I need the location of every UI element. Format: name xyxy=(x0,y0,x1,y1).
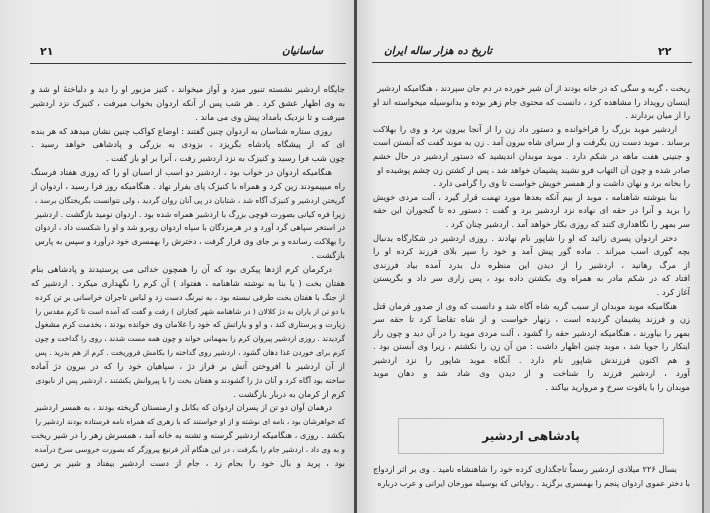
text-line: بکشد . روزی ، هنگامیکه اردشیر گرسنه و تشنه به خانه آمد ، همسرش زهر را در شیر ریخت xyxy=(31,430,345,441)
text-line: را برید و آنرا در حقه ای نهاده نزد اردشیر برد و گفت : دستور ده تا گنجوران این حقه xyxy=(373,205,690,216)
text-line: اینسان رویداد را مشاهده کرد ، دانست که محتوی جام زهر بوده و بدانوسیله میخواسته اند او xyxy=(373,96,690,107)
right-running-head: تاریخ ده هزار ساله ایران xyxy=(384,45,493,57)
section-heading: پادشاهی اردشیر xyxy=(482,429,580,443)
text-line: و جنینی هفت ماهه در شکم دارد . موبد موبدان اندیشید که دستور اردشیر در حال خشم xyxy=(373,150,690,161)
text-line: صادر شده و چون آن التهاب فرو نشیند پشیمان خواهد شد ، پس از کشتن زن چشم پوشیده او xyxy=(377,164,690,175)
text-line: از مرگ رهانید ، اردشیر را از دیدن این منظره دل بدرد آمده بیاد فرزندی xyxy=(373,259,690,270)
text-line: موبدان را با یاقوت سرخ و مروارید بیاکند . xyxy=(545,382,690,393)
section-heading-box xyxy=(398,418,664,454)
text-line: و هم اکنون فرزندش شاپور نام دارد . آنگاه موبد شاپور را نزد اردشیر xyxy=(373,354,690,365)
right-page-number: ۲۲ xyxy=(658,45,672,58)
text-line: که خواهرشان بود ، نامه ای نوشته و از او خواستند که با زهری که همراه نامه فرستاده بودند اردشیر را xyxy=(35,417,345,427)
text-line: درکرمان کرم اژدها پیکری بود که آن را همچون خدائی می پرستیدند و پادشاهی بنام xyxy=(31,263,332,274)
text-line: بچه گوری اسب میراند . ماده گور پیش آمد و خود را سپر بلای فرزند کرده او را xyxy=(373,246,690,257)
text-line: روزی ستاره شناسان به اردوان چنین گفتند : اوضاع کواکب چنین نشان میدهد که هر بنده xyxy=(31,125,332,136)
right-page-text xyxy=(372,82,690,395)
text-line: را بخانه برد و نهان داشت و از همسر خویش خواست تا وی را گرامی دارد . xyxy=(433,178,690,189)
text-line: را از میان بردارند . xyxy=(625,110,690,121)
text-line: بازگشت . xyxy=(311,250,345,261)
text-line: از آن اردشیر با افروختن آتش بر فراز دژ ، سپاهیان خود را که در بیرون دژ آماده xyxy=(31,360,345,371)
text-line: هنگامیکه موبد موبدان از سبب گریه شاه آگاه شد و دانست که وی از صدور فرمان قتل xyxy=(373,300,677,311)
text-line: جایگاه اردشیر نشسته تنبور میزد و آواز میخواند ، کنیز مزبور او را دید و دلباختهٔ او شد و xyxy=(31,84,345,94)
text-line: به وی اظهار عشق کرد . هر شب پس از آنکه اردوان بخواب میرفت ، کنیزک نزد اردشیر xyxy=(31,97,345,108)
text-line: با دو تن از یاران به دژ کلالان ( در شاهنامه شهر کجاران ) رفت و گفت که آمده است تا کرم مقدس را xyxy=(35,306,345,316)
text-line: برساند . موبد دست زن بگرفت و از سرای شاه بیرون آمد . زن به موبد گفت که آبستن است xyxy=(373,137,690,148)
left-header-rule xyxy=(30,63,346,64)
text-line: هنگامیکه اردوان در خواب بود ، اردشیر دو اسب از اسبان او را که روزی هفتاد فرسنگ xyxy=(31,167,332,178)
right-header-rule xyxy=(372,62,692,63)
text-line: کرم از کرمان به دربار بازگشت . xyxy=(233,388,345,399)
text-line: کرم برای خوردن غذا دهان گشود ، اردشیر روی گداخته را بکامش فروریخت . کرم از هم بدرید . پس xyxy=(35,348,345,358)
text-line: زیارت و پرستاری کند ، و او و یارانش که خود را غلامان وی خوانده بودند ، بخدمت کرم مشغول xyxy=(34,320,345,330)
text-line: ای که از پیشگاه پادشاه بگریزد ، بزودی به بزرگی و پادشاهی خواهد رسید . xyxy=(31,139,345,150)
text-line: اردشیر موبد بزرگ را فراخوانده و دستور داد زن را از آنجا بیرون برد و وی را بهلاکت xyxy=(373,123,677,134)
text-line: زیرا فره کیانی بصورت قوچی بزرگ با اردشیر همراه شده بود . اردوان نومید بازگشت . اردشیر xyxy=(35,209,345,219)
scan-margin xyxy=(704,0,710,513)
text-line: را بهلاکت رسانده و بر جای وی قرار گرفت ، دخترش را بهمسری خود درآورد و سپس به پارس xyxy=(34,237,345,247)
text-line: در استخر سپاهی گرد آورد و در هرمزدگان با سپاه اردوان روبرو شد و او را شکست داد ، اردوان xyxy=(35,223,345,233)
text-line: و به وی داد ، اردشیر جام را بگرفت ، در این هنگام آذر فرنبغ پیروزگر که بصورت خروسی سرخ درآمده xyxy=(34,444,345,454)
left-page-number: ۲۱ xyxy=(40,45,54,58)
text-line: آغاز کرد . xyxy=(656,286,690,297)
text-line: زن و فرزند پشیمان گردیده است ، زنهار خواست و از شاه تقاضا کرد تا حقه سر xyxy=(373,314,690,325)
text-line: ساخته بود آگاه کرد و آنان دژ را گشودند و هفتان بخت را با پیروانش بکشتند ، اردشیر پس از نابودی xyxy=(35,375,345,385)
text-line: از جنگ با هفتان بخت طرفی نبسته بود ، به نیرنگ دست زد و لباس تاجران خراسانی بر تن کرده xyxy=(35,292,345,302)
left-running-head: ساسانیان xyxy=(282,45,323,57)
text-line: گردیدند . روزی اردشیر پیروان کرم را بمهمانی خواند و چون همه مست شدند ، روی را گداخت و چون xyxy=(35,334,345,344)
text-line: بود ، پرید و بال خود را بجام زد ، جام از دست اردشیر بیفتاد و شیر بر زمین xyxy=(31,457,345,468)
text-line: بنا بنوشته شاهنامه ، موبد از بیم آنکه بعدها مورد تهمت قرار گیرد ، آلت مردی خویش xyxy=(373,191,677,202)
text-line: بمهر را بیاورند ، هنگامیکه اردشیر حقه را گشود ، آلت مردی موبد را در آن دید و چون راز xyxy=(373,327,690,338)
text-line: سر بمهر را نگاهداری کنند که روزی بکار خواهد آمد . اردشیر چنان کرد . xyxy=(445,218,690,229)
text-line: دختر اردوان پسری زائید که او را شاپور نام نهادند . روزی اردشیر در شکارگاه بدنبال xyxy=(373,232,677,243)
book-gutter xyxy=(354,0,357,513)
text-line: هفتان بخت ( یا بنا به نوشته شاهنامه ، هفتواد ) آن کرم را نگهداری میکرد . اردشیر که xyxy=(31,277,345,288)
text-line: افتاد که در شکم مادر به همراه وی بکشتن داده بود ، پس زاری سر داد و بگریستن xyxy=(373,273,690,284)
text-line: میرفت و تا نزدیک بامداد پیش وی می ماند . xyxy=(195,111,345,122)
text-line: اینکار را جویا شد ، موبد چنین اظهار داشت : من آن زن را نکشتم ، زیرا وی آبستن بود . xyxy=(373,341,690,352)
text-line: گریختن اردشیر و کنیزک آگاه شد ، شتابان در پی آنان روان گردید ، ولی نتوانست بگریختگان برسد ، xyxy=(34,195,345,205)
text-line: درهمان آوان دو تن از پسران اردوان که بکابل و ارمنستان گریخته بودند ، به همسر اردشیر xyxy=(34,403,332,413)
right-page-section-text xyxy=(372,463,690,490)
text-line: ریخت ، گربه و سگی که در خانه بودند از آن شیر خورده در دم جان سپردند ، هنگامیکه اردشیر xyxy=(377,83,690,93)
text-line: آورد ، اردشیر فرزند را شناخت و از دیدن وی شاد شد و دهان موبد xyxy=(373,368,690,379)
text-line: بسال ۲۲۶ میلادی اردشیر رسماً تاجگذاری کرده خود را شاهنشاه نامید . وی بر اثر ازدواج xyxy=(373,464,677,474)
left-page-text xyxy=(30,83,345,471)
text-line: چون شب فرا رسید و کنیزک به نزد اردشیر رفت ، آنرا بر او باز گفت . xyxy=(105,153,345,164)
text-line: با دختر عموی اردوان پنجم را بهمسری برگزید . روایاتی که بوسیله مورخان ایرانی و عرب درباره xyxy=(377,478,690,488)
text-line: راه میپیمودند زین کرد و همراه با کنیزک پای بفرار نهاد . هنگامیکه روز فرا رسید ، اردوان از xyxy=(31,180,345,191)
